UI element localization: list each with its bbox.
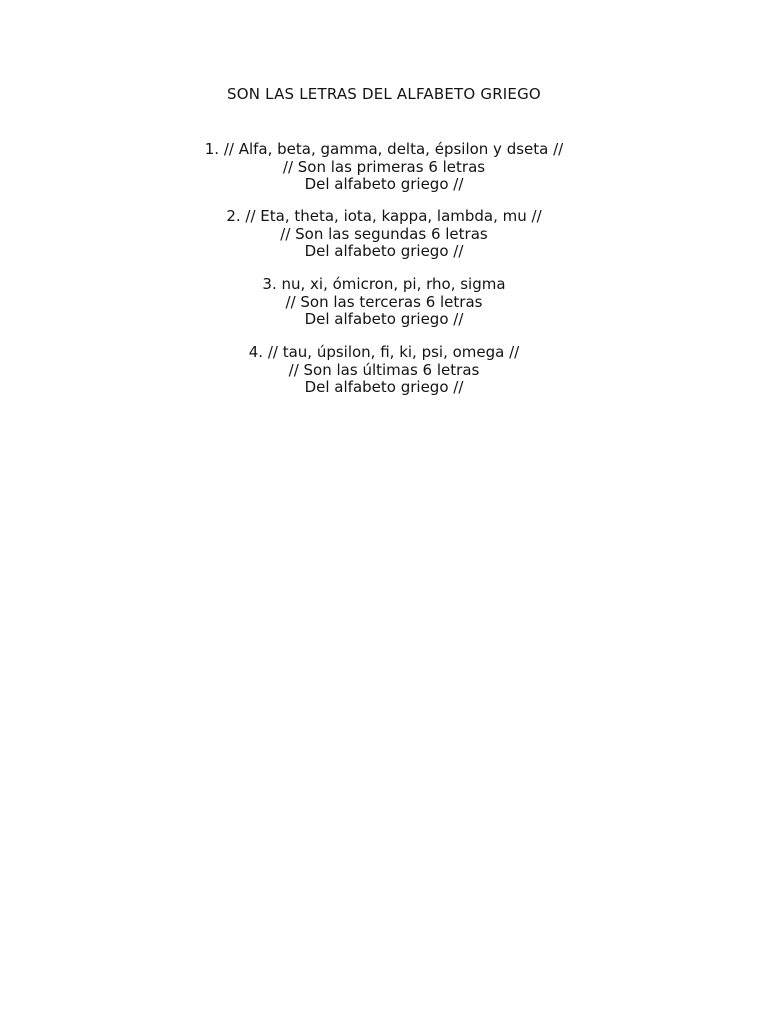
- stanza-line: 3. nu, xi, ómicron, pi, rho, sigma: [262, 275, 506, 293]
- stanza-line: // Son las segundas 6 letras: [280, 224, 488, 243]
- stanza-line: 1. // Alfa, beta, gamma, delta, épsilon y dseta //: [204, 140, 564, 158]
- stanza-line: // Son las últimas 6 letras: [288, 360, 480, 379]
- stanza-line: Del alfabeto griego //: [304, 242, 464, 260]
- stanza-line: 4. // tau, úpsilon, fi, ki, psi, omega //: [248, 343, 520, 361]
- stanza-line: Del alfabeto griego //: [304, 310, 464, 328]
- stanza-line: // Son las terceras 6 letras: [285, 292, 483, 311]
- document-title: SON LAS LETRAS DEL ALFABETO GRIEGO: [227, 85, 541, 103]
- stanza-line: 2. // Eta, theta, iota, kappa, lambda, mu //: [226, 207, 542, 225]
- stanza-2: [0, 208, 768, 261]
- stanza-line: Del alfabeto griego //: [304, 378, 464, 396]
- stanza-1: [0, 141, 768, 194]
- stanza-line: Del alfabeto griego //: [304, 175, 464, 193]
- stanza-4: [0, 344, 768, 397]
- stanza-line: // Son las primeras 6 letras: [282, 157, 486, 176]
- stanza-3: [0, 276, 768, 329]
